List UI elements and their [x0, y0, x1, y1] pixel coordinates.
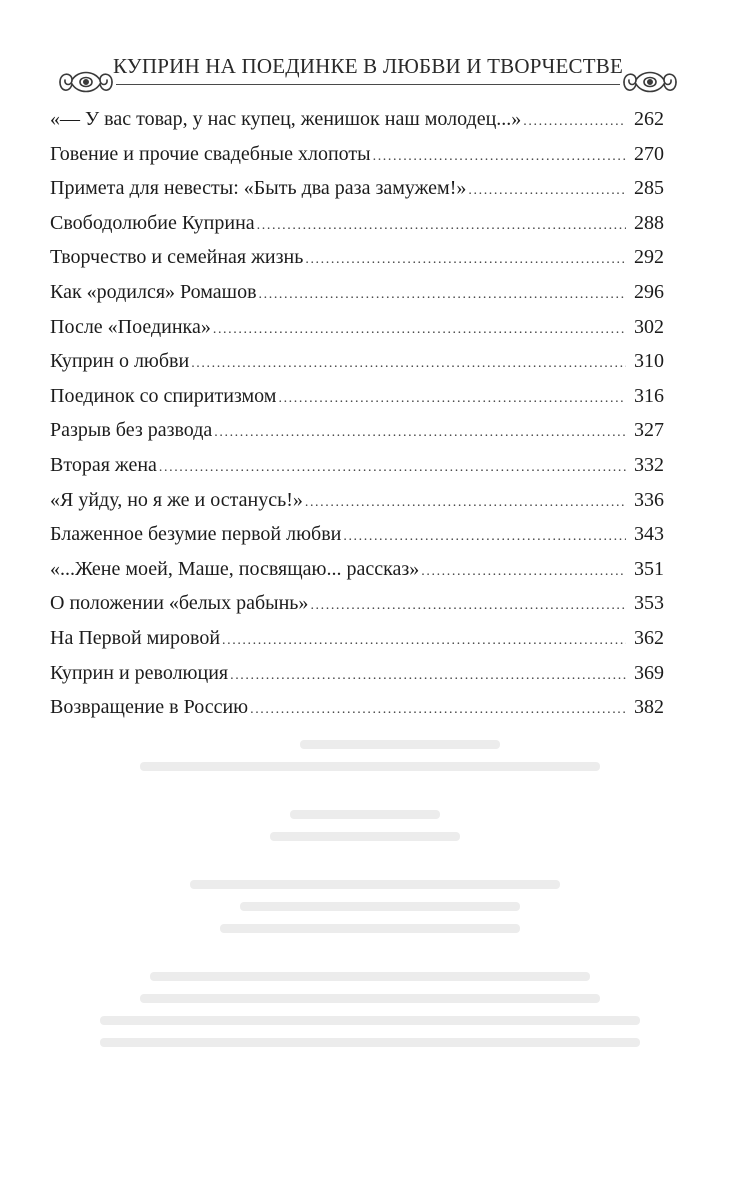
toc-entry-page: 270 — [634, 142, 664, 165]
toc-entry-title: Возвращение в Россию — [50, 696, 249, 719]
toc-entry-title: Куприн о любви — [50, 350, 190, 373]
toc-entry — [50, 621, 664, 656]
toc-entry-page: 353 — [634, 592, 664, 615]
toc-leader-dots — [278, 382, 626, 417]
toc-entry-title: «...Жене моей, Маше, посвящаю... рассказ» — [50, 557, 420, 580]
toc-entry-page: 262 — [634, 108, 664, 130]
toc-entry — [50, 344, 664, 379]
toc-entry-page: 310 — [634, 350, 664, 373]
toc-entry-title: Поединок со спиритизмом — [50, 384, 277, 407]
toc-entry-title: Как «родился» Ромашов — [50, 280, 257, 303]
toc-entry-page: 302 — [634, 315, 664, 338]
toc-entry-title: «Я уйду, но я же и останусь!» — [50, 488, 303, 511]
toc-entry — [50, 448, 664, 483]
toc-entry-page: 316 — [634, 384, 664, 407]
toc-entry-page: 288 — [634, 211, 664, 234]
toc-entry — [50, 137, 664, 172]
toc-leader-dots — [523, 105, 626, 140]
toc-entry — [50, 690, 664, 725]
toc-entry-title: Разрыв без развода — [50, 419, 213, 442]
toc-leader-dots — [421, 555, 626, 590]
toc-leader-dots — [159, 451, 626, 486]
toc-entry-page: 292 — [634, 246, 664, 269]
toc-leader-dots — [191, 347, 626, 382]
table-of-contents — [50, 102, 664, 725]
toc-entry — [50, 102, 664, 137]
toc-entry-page: 382 — [634, 696, 664, 719]
toc-entry — [50, 206, 664, 241]
toc-entry-title: Свободолюбие Куприна — [50, 211, 255, 234]
toc-entry-page: 362 — [634, 626, 664, 649]
toc-entry-page: 296 — [634, 280, 664, 303]
toc-leader-dots — [259, 278, 626, 313]
toc-leader-dots — [343, 520, 626, 555]
toc-entry-page: 285 — [634, 177, 664, 200]
toc-entry — [50, 379, 664, 414]
toc-entry-title: Вторая жена — [50, 453, 157, 476]
toc-entry — [50, 310, 664, 345]
toc-leader-dots — [305, 486, 626, 521]
toc-leader-dots — [468, 174, 626, 209]
toc-leader-dots — [373, 140, 626, 175]
toc-entry-title: Блаженное безумие первой любви — [50, 523, 342, 546]
header-rule — [116, 84, 620, 85]
toc-leader-dots — [214, 416, 626, 451]
toc-entry-title: Творчество и семейная жизнь — [50, 246, 304, 269]
toc-entry — [50, 552, 664, 587]
toc-leader-dots — [230, 659, 626, 694]
toc-entry — [50, 413, 664, 448]
running-title: КУПРИН НА ПОЕДИНКЕ В ЛЮБВИ И ТВОРЧЕСТВЕ — [113, 54, 623, 78]
toc-entry-title: «— У вас товар, у нас купец, женишок наш молодец...» — [50, 108, 522, 130]
toc-leader-dots — [257, 209, 626, 244]
toc-entry-title: Примета для невесты: «Быть два раза замужем!» — [50, 177, 467, 200]
toc-entry — [50, 171, 664, 206]
toc-entry-page: 332 — [634, 453, 664, 476]
toc-entry — [50, 483, 664, 518]
toc-entry — [50, 586, 664, 621]
toc-entry — [50, 656, 664, 691]
toc-entry — [50, 517, 664, 552]
scroll-ornament-icon — [620, 66, 680, 98]
toc-entry-page: 336 — [634, 488, 664, 511]
toc-entry — [50, 240, 664, 275]
toc-leader-dots — [250, 693, 626, 728]
toc-entry — [50, 275, 664, 310]
toc-entry-title: После «Поединка» — [50, 315, 211, 338]
toc-entry-page: 343 — [634, 523, 664, 546]
toc-entry-title: О положении «белых рабынь» — [50, 592, 309, 615]
toc-leader-dots — [310, 589, 626, 624]
toc-entry-page: 369 — [634, 661, 664, 684]
toc-leader-dots — [213, 313, 626, 348]
toc-entry-page: 351 — [634, 557, 664, 580]
toc-leader-dots — [222, 624, 626, 659]
toc-entry-page: 327 — [634, 419, 664, 442]
running-header — [50, 40, 686, 100]
toc-entry-title: Говение и прочие свадебные хлопоты — [50, 142, 371, 165]
toc-entry-title: Куприн и революция — [50, 661, 229, 684]
toc-entry-title: На Первой мировой — [50, 626, 221, 649]
toc-leader-dots — [305, 243, 626, 278]
